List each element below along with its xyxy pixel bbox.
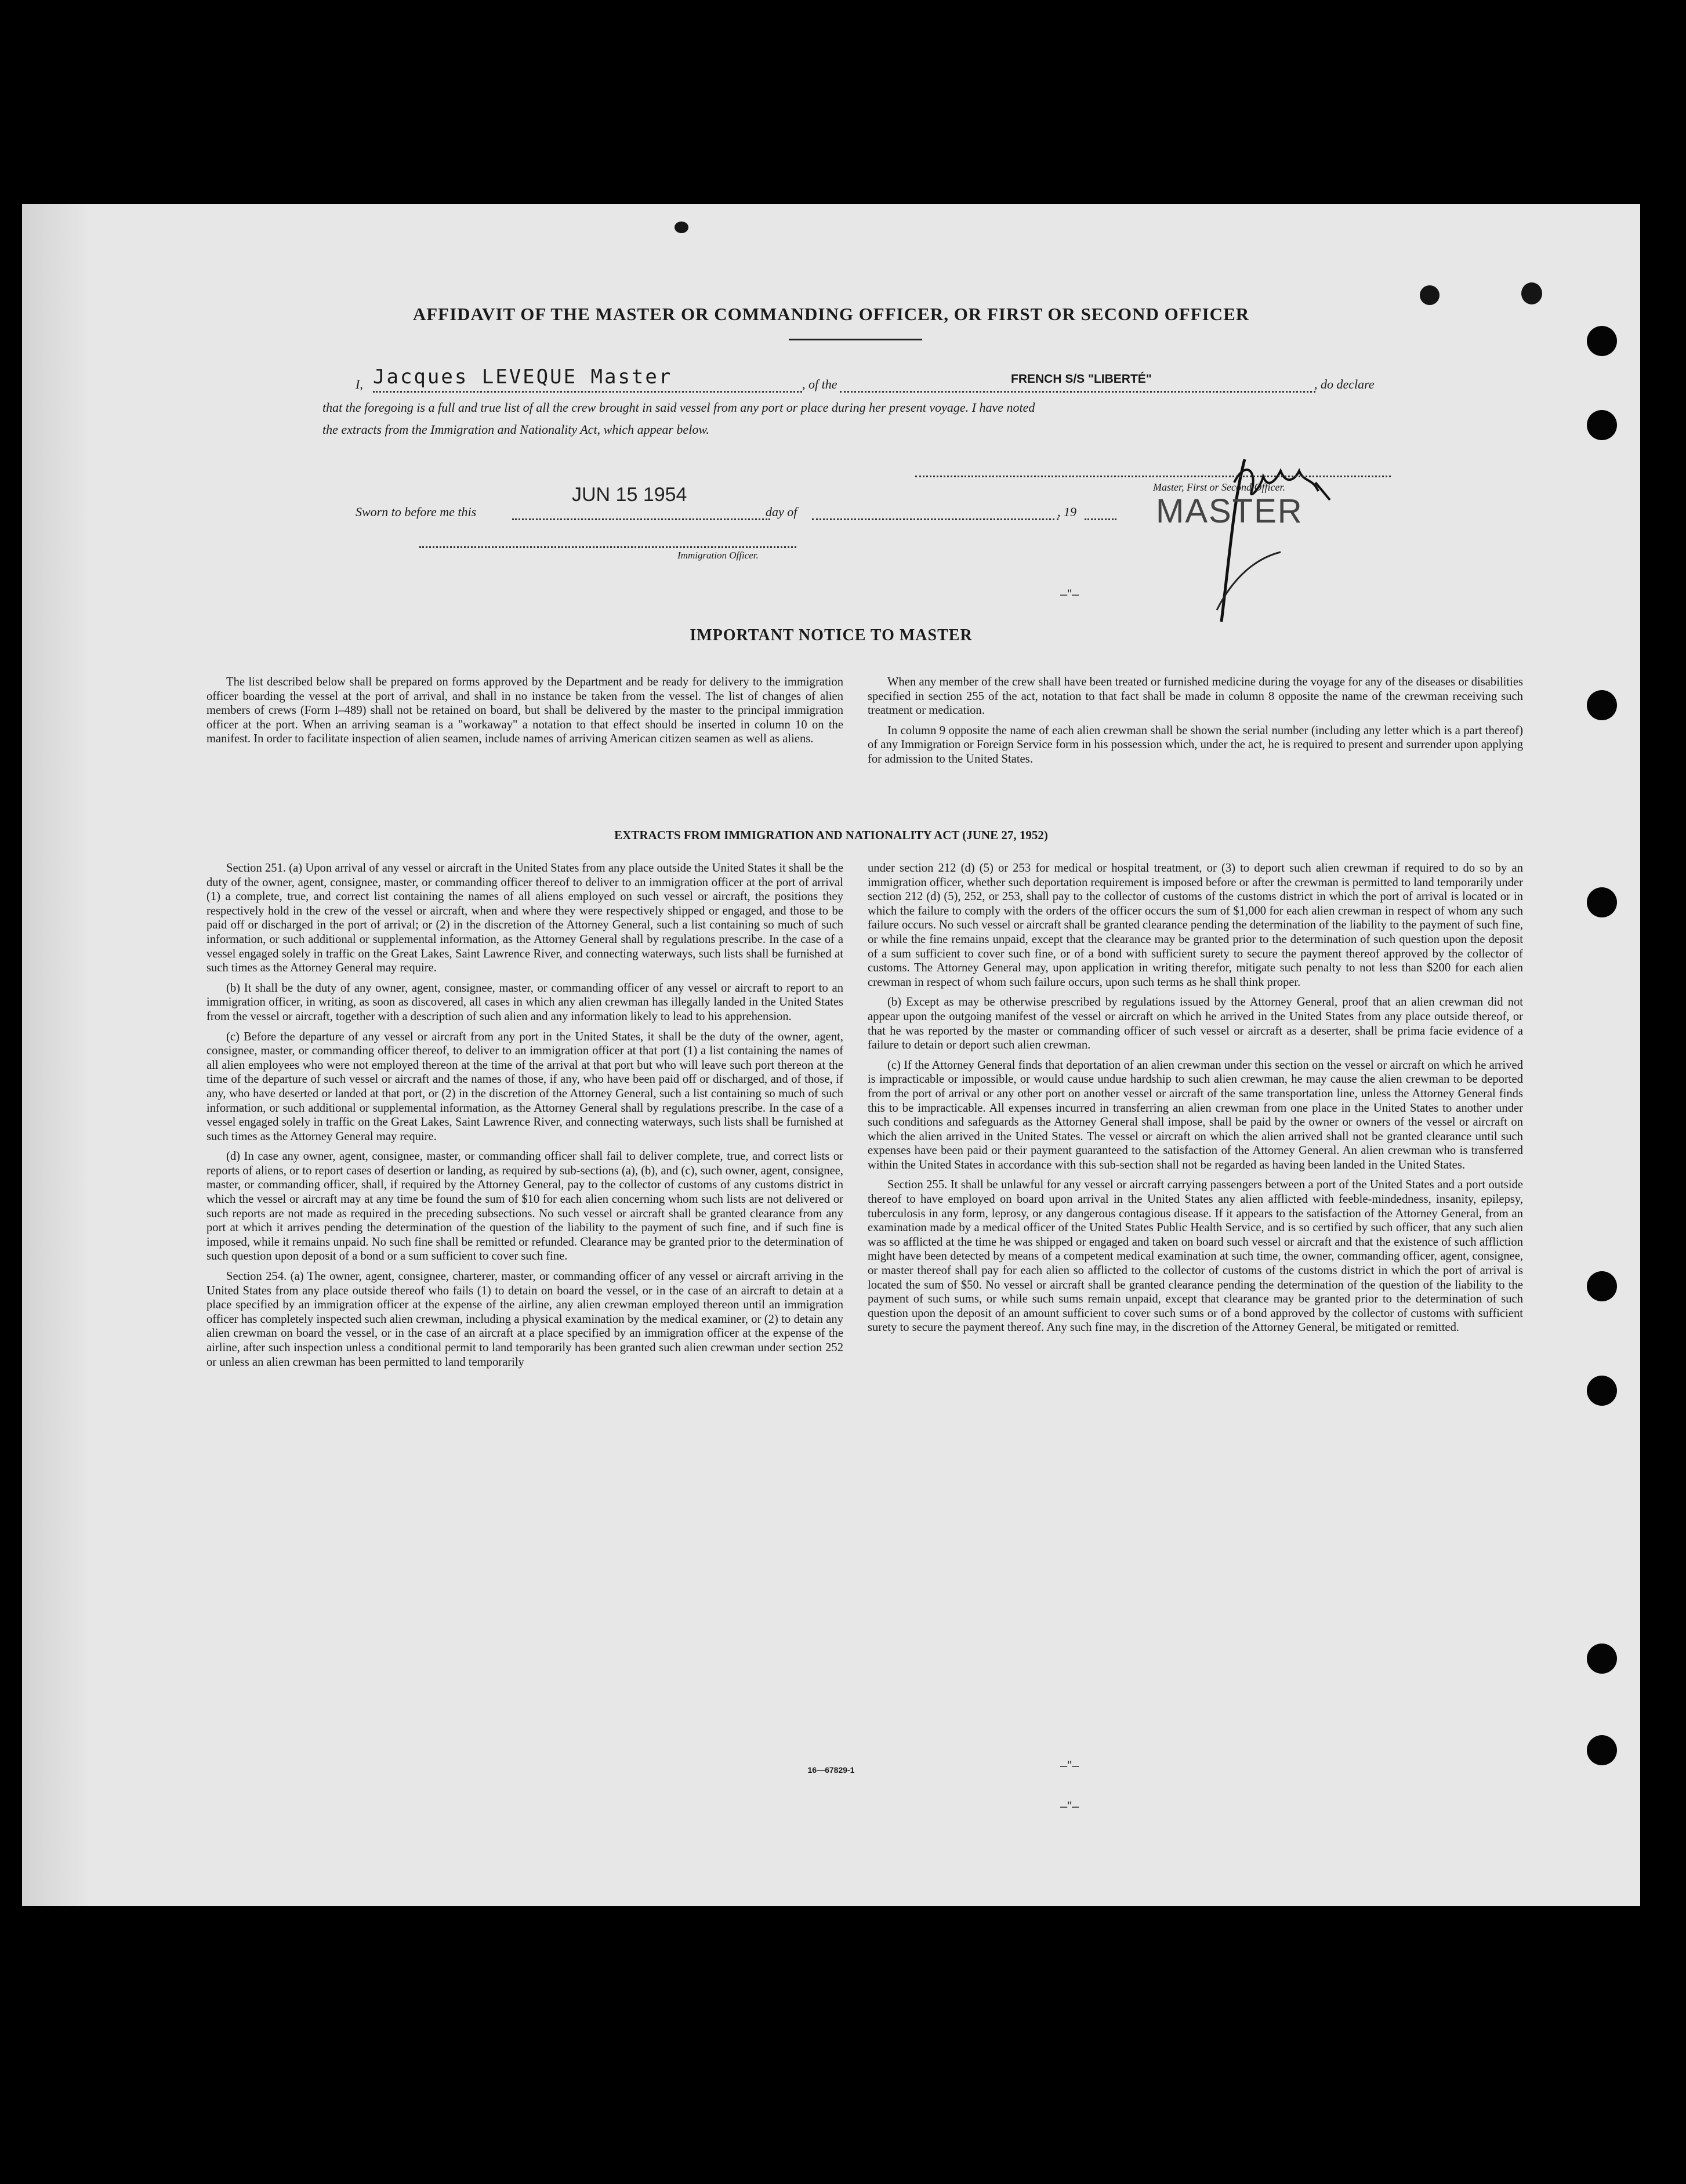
binder-hole: [1587, 1376, 1617, 1406]
binder-hole: [1587, 326, 1617, 356]
extract-paragraph: Section 255. It shall be unlawful for any vessel or aircraft carrying passengers between a port of the United States and a port outside thereof to have employed on board upon arrival in the United States any alien afflicted with feeble-mindedness, insanity, epilepsy, tuberculosis in any form, leprosy, or any dangerous contagious disease. If it appears to the satisfaction of the Attorney General, from an examination made by a medical officer of the United States Public Health Service, and is so certified by such officer, that any such alien was so afflicted at the time he was shipped or engaged and taken on board such vessel or aircraft and that the existence of such affliction might have been detected by means of a competent medical examination at such time, the owner, commanding officer, agent, consignee, or master thereof shall pay for each alien so afflicted to the collector of customs of the customs district in which the port of arrival is located the sum of $50. No vessel or aircraft shall be granted clearance pending the determination of the question of the liability to the payment of such sums, or while such sums remain unpaid, except that clearance may be granted prior to the determination of such question upon the deposit of an amount sufficient to cover such sums or of a bond approved by the collector of customs with sufficient surety to secure the payment thereof. Any such fine may, in the discretion of the Attorney General, be mitigated or remitted.: [868, 1178, 1523, 1334]
extracts-left-column: [206, 861, 843, 1369]
sworn-day-line: [512, 518, 770, 520]
month-line: [812, 518, 1058, 520]
master-signature-line: [915, 476, 1391, 477]
form-number: 16—67829-1: [807, 1765, 855, 1775]
binder-hole: [1587, 1735, 1617, 1765]
affidavit-title: AFFIDAVIT OF THE MASTER OR COMMANDING OFFICER, OR FIRST OR SECOND OFFICER: [412, 304, 1250, 324]
document-page: [22, 204, 1640, 1906]
officer-signature-line: [419, 546, 796, 548]
notice-paragraph: The list described below shall be prepared on forms approved by the Department and be ready for delivery to the immigration officer boarding the vessel at the port of arrival, and shall in no instance be taken from the vessel. The list of changes of alien members of crews (Form I–489) shall not be retained on board, but shall be delivered by the master to the principal immigration officer at the port. When an arriving seaman is a "workaway" a notation to that effect should be inserted in column 10 on the manifest. In order to facilitate inspection of alien seamen, include names of arriving American citizen seamen as well as aliens.: [206, 676, 843, 746]
title-underline: [789, 339, 922, 340]
vessel-name-stamp: FRENCH S/S "LIBERTÉ": [1011, 372, 1152, 386]
vessel-line: [840, 391, 1315, 393]
notice-title: IMPORTANT NOTICE TO MASTER: [690, 626, 973, 644]
binder-hole: [1587, 887, 1617, 917]
ink-blot: [675, 222, 688, 233]
page-shadow: [22, 204, 92, 1906]
binder-hole: [1587, 410, 1617, 440]
faint-mark: –"–: [1060, 1758, 1079, 1773]
sworn-date-stamp: JUN 15 1954: [572, 484, 687, 506]
notice-paragraph: When any member of the crew shall have been treated or furnished medicine during the voyage for any of the diseases or disabilities specified in section 255 of the act, notation to that fact shall be made in column 8 opposite the name of the crewman receiving such treatment or medication.: [868, 676, 1523, 717]
year-line: [1085, 518, 1116, 520]
notice-paragraph: In column 9 opposite the name of each alien crewman shall be shown the serial number (including any letter which is a part thereof) of any Immigration or Foreign Service form in his possession which, under the act, he is required to present and surrender upon applying for admission to the United States.: [868, 724, 1523, 766]
binder-hole: [1587, 1271, 1617, 1301]
ink-blot: [1521, 282, 1542, 304]
extract-paragraph: Section 254. (a) The owner, agent, consignee, charterer, master, or commanding officer of any vessel or aircraft arriving in the United States from any place outside thereof who fails (1) to detain on board the vessel, or in the case of an aircraft to detain at a place specified by an immigration officer at the expense of the airline, any alien crewman employed thereon until an immigration officer has completely inspected such alien crewman, including a physical examination by the medical examiner, or (2) to detain any alien crewman on board the vessel, or in the case of an aircraft at a place specified by an immigration officer at the expense of the airline, after such inspection unless a conditional permit to land temporarily has been granted such alien crewman under section 252 or unless an alien crewman has been permitted to land temporarily: [206, 1270, 843, 1369]
do-declare-label: , do declare: [1314, 377, 1375, 391]
extracts-title: EXTRACTS FROM IMMIGRATION AND NATIONALITY ACT (JUNE 27, 1952): [614, 828, 1048, 842]
officer-caption: Immigration Officer.: [677, 550, 759, 561]
i-label: I,: [356, 377, 363, 391]
name-line: [373, 391, 802, 393]
extract-paragraph: (c) If the Attorney General finds that deportation of an alien crewman under this section on the vessel or aircraft on which he arrived is impracticable or impossible, or would cause undue hardship to such alien crewman, he may cause the alien crewman to be deported from the port of arrival or any other port on another vessel or aircraft of the same transportation line, unless the Attorney General finds this to be impracticable. All expenses incurred in transferring an alien crewman from one place in the United States to another under such conditions and safeguards as the Attorney General shall impose, shall be paid by the owner or owners of the vessel or aircraft on which the alien arrived in the United States. The vessel or aircraft on which the alien arrived shall not be granted clearance until such expenses have been paid or their payment guaranteed to the satisfaction of the Attorney General. An alien crewman who is transferred within the United States in accordance with this sub-section shall not be regarded as having been landed in the United States.: [868, 1058, 1523, 1171]
faint-mark: –"–: [1060, 587, 1079, 601]
of-label: , of the: [802, 377, 837, 391]
sworn-label: Sworn to before me this: [356, 505, 477, 519]
ink-blot: [1420, 285, 1440, 305]
declaration-line-2: that the foregoing is a full and true list of all the crew brought in said vessel from any port or place during her present voyage. I have noted: [322, 400, 1035, 415]
master-stamp: MASTER: [1156, 492, 1303, 530]
notice-right-column: [868, 675, 1523, 767]
master-signature: [1194, 436, 1368, 633]
extract-paragraph: (b) Except as may be otherwise prescribed by regulations issued by the Attorney General, proof that an alien crewman did not appear upon the outgoing manifest of the vessel or aircraft on which he arrived in the United States from any place outside thereof, or that he was reported by the master or commanding officer of such vessel or aircraft as a deserter, shall be prima facie evidence of a failure to detain or deport such alien crewman.: [868, 996, 1523, 1052]
day-of-label: day of: [766, 505, 797, 519]
year-label: , 19: [1057, 505, 1076, 519]
faint-mark: –"–: [1060, 1799, 1079, 1813]
extract-paragraph: (c) Before the departure of any vessel or aircraft from any port in the United States, it shall be the duty of the owner, agent, consignee, master, or commanding officer thereof, to deliver to an immigration officer at that port (1) a list containing the names of all alien employees who were not employed thereon at the time of the arrival at that port but who will leave such port thereon at the time of the departure of such vessel or aircraft and the names of those, if any, who have been paid off or discharged, and of those, if any, who have deserted or landed at that port, or (2) in the discretion of the Attorney General, such a list containing so much of such information, or such additional or supplemental information, as the Attorney General shall by regulations prescribe. In the case of a vessel engaged solely in traffic on the Great Lakes, Saint Lawrence River, and connecting waterways, such lists shall be furnished at such times as the Attorney General may require.: [206, 1030, 843, 1143]
extract-paragraph: under section 212 (d) (5) or 253 for medical or hospital treatment, or (3) to deport such alien crewman if required to do so by an immigration officer, whether such deportation requirement is imposed before or after the crewman is permitted to land temporarily under section 212 (d) (5), 252, or 253, shall pay to the collector of customs of the customs district in which the port of arrival is located or in which the failure to comply with the orders of the officer occurs the sum of $1,000 for each alien crewman in respect of whom any such failure occurs. No such vessel or aircraft shall be granted clearance pending the determination of the liability to the payment of such fine, or while the fine remains unpaid, except that the clearance may be granted prior to the determination of such question upon the deposit of a sum sufficient to cover such fine, or of a bond with sufficient surety to secure the payment thereof approved by the collector of customs. The Attorney General may, upon application in writing therefor, mitigate such penalty to not less than $200 for each alien crewman in respect of whom such failure occurs, upon such terms as he shall think proper.: [868, 862, 1523, 989]
binder-hole: [1587, 1644, 1617, 1674]
extract-paragraph: Section 251. (a) Upon arrival of any vessel or aircraft in the United States from any place outside the United States it shall be the duty of the owner, agent, consignee, master, or commanding officer thereof to deliver to an immigration officer at the port of arrival (1) a complete, true, and correct list containing the names of all aliens employed on such vessel or aircraft, the positions they respectively hold in the crew of the vessel or aircraft, when and where they were respectively shipped or engaged, and those to be paid off or discharged in the port of arrival; or (2) in the discretion of the Attorney General, such a list containing so much of such information, or such additional or supplemental information, as the Attorney General shall by regulations prescribe. In the case of a vessel engaged solely in traffic on the Great Lakes, Saint Lawrence River, and connecting waterways, such lists shall be furnished at such times as the Attorney General may require.: [206, 862, 843, 975]
master-caption: Master, First or Second Officer.: [1153, 481, 1285, 493]
extracts-right-column: [868, 861, 1523, 1335]
binder-hole: [1587, 690, 1617, 720]
notice-left-column: [206, 675, 843, 746]
extract-paragraph: (d) In case any owner, agent, consignee, master, or commanding officer shall fail to deliver complete, true, and correct lists or reports of aliens, or to report cases of desertion or landing, as required by sub-sections (a), (b), and (c), such owner, agent, consignee, master, or commanding officer, shall, if required by the Attorney General, pay to the collector of customs of any customs district in which the vessel or aircraft may at any time be found the sum of $10 for each alien concerning whom such lists are not delivered or such reports are not made as required in the preceding subsections. No such vessel or aircraft shall be granted clearance from any port at which it arrives pending the determination of the question of the liability to the payment of such fine, and if such fine is imposed, while it remains unpaid. No such fine shall be remitted or refunded. Clearance may be granted prior to the determination of such question upon deposit of a bond or a sum sufficient to cover such fine.: [206, 1150, 843, 1263]
extract-paragraph: (b) It shall be the duty of any owner, agent, consignee, master, or commanding officer of any vessel or aircraft to report to an immigration officer, in writing, as soon as discovered, all cases in which any alien crewman has illegally landed in the United States from the vessel or aircraft, together with a description of such alien and any information likely to lead to his apprehension.: [206, 981, 843, 1023]
master-name-typed: Jacques LEVEQUE Master: [373, 365, 673, 389]
declaration-line-3: the extracts from the Immigration and Nationality Act, which appear below.: [322, 422, 709, 437]
